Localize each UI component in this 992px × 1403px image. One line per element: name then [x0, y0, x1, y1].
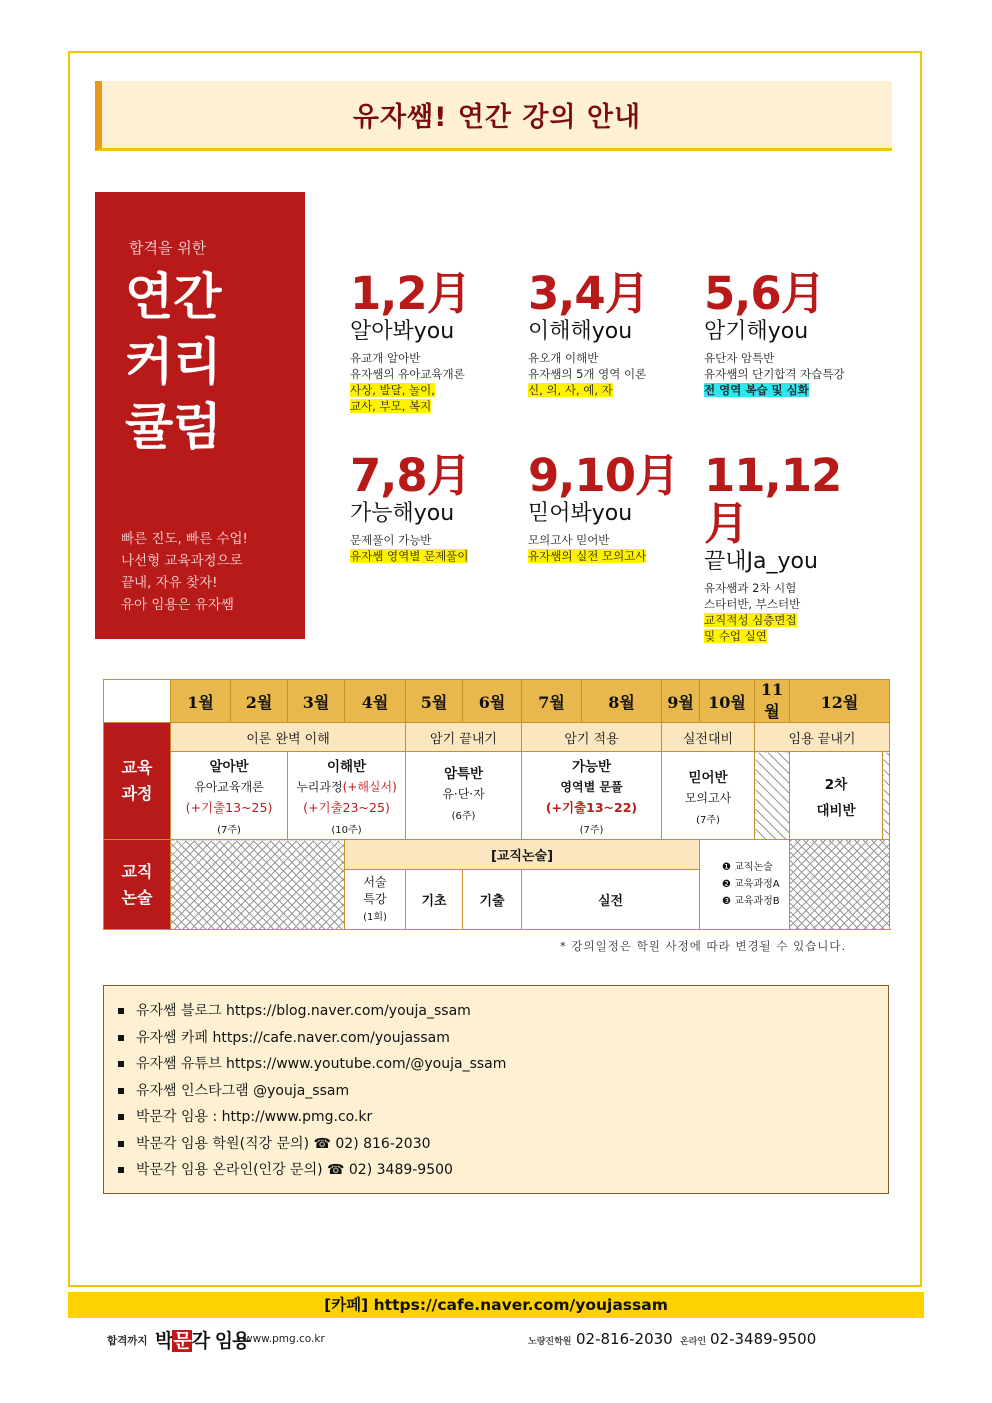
link-item[interactable]	[118, 1078, 888, 1105]
schedule-note: * 강의일정은 학원 사정에 따라 변경될 수 있습니다.	[560, 939, 847, 953]
course-weeks: (7주)	[579, 825, 604, 836]
course-name: 유자쌤과 2차 시험	[704, 581, 797, 595]
row-label-course	[104, 723, 171, 840]
corner-cell	[104, 680, 171, 723]
phone2: 02-3489-9500	[710, 1330, 817, 1348]
link-text[interactable]: 유자쌤 카페 https://cafe.naver.com/youjassam	[136, 1029, 450, 1046]
page-title: 유자쌤! 연간 강의 안내	[352, 102, 642, 133]
link-item	[118, 1157, 888, 1184]
link-text[interactable]: 유자쌤 인스타그램 @youja_ssam	[136, 1082, 350, 1099]
bullet-icon	[118, 1114, 124, 1120]
essay-special-text: 특강	[363, 891, 387, 906]
bullet-icon	[118, 1141, 124, 1147]
course-subject: 유·단·자	[442, 787, 485, 801]
link-text[interactable]: 박문각 임용 : http://www.pmg.co.kr	[136, 1109, 373, 1125]
row-label-text: 논술	[121, 887, 153, 907]
course-desc: 스타터반, 부스터반	[704, 597, 801, 611]
course-highlight: 사상, 발달, 놀이,	[350, 383, 435, 397]
logo-text: 각 임용	[191, 1330, 250, 1352]
link-item	[118, 1131, 888, 1158]
course-weeks: (10주)	[331, 825, 362, 836]
essay-basic-cell: 기초	[406, 870, 463, 930]
panel-slogan	[121, 528, 248, 616]
row-label-text: 과정	[121, 784, 153, 803]
month-label: 11,12月	[704, 449, 842, 550]
month-header: 3월	[288, 680, 345, 723]
phase-memorize: 암기 끝내기	[406, 723, 522, 752]
footer	[0, 1320, 992, 1360]
hatched-cell	[171, 840, 345, 930]
link-item[interactable]	[118, 998, 888, 1025]
course-subject: 대비반	[816, 802, 856, 819]
course-highlight: 교사, 부모, 복지	[350, 399, 432, 413]
month-card-11-12	[704, 449, 874, 644]
month-card-9-10	[528, 449, 698, 564]
bullet-icon	[118, 1167, 124, 1173]
month-header: 1월	[171, 680, 231, 723]
course-weeks: (7주)	[217, 825, 241, 836]
footer-tagline: 합격까지	[107, 1335, 148, 1347]
month-nickname: 이해해you	[528, 319, 633, 344]
phase-apply: 암기 적용	[522, 723, 662, 752]
essay-past-cell: 기출	[463, 870, 522, 930]
month-card-5-6	[704, 267, 874, 398]
month-nickname: 끝내Ja_you	[704, 549, 818, 574]
month-header: 8월	[582, 680, 662, 723]
phone2-label: 온라인	[680, 1337, 707, 1347]
bullet-icon	[118, 1008, 124, 1014]
course-subject: 모의고사	[684, 790, 732, 805]
slogan-line: 나선형 교육과정으로	[121, 553, 243, 569]
course-extra: (+기출13~25)	[185, 800, 273, 815]
month-label: 1,2月	[350, 267, 471, 320]
schedule-table	[103, 679, 890, 930]
course-cell-mideoban	[662, 752, 755, 840]
month-label: 5,6月	[704, 267, 825, 320]
essay-header: [교직논술]	[345, 840, 700, 870]
link-text: 박문각 임용 학원(직강 문의) ☎ 02) 816-2030	[136, 1135, 431, 1152]
course-name: 유오개 이해반	[528, 351, 599, 365]
pmg-logo	[155, 1326, 249, 1353]
month-label: 9,10月	[528, 449, 680, 502]
course-title: 알아반	[209, 759, 249, 775]
panel-pretitle: 합격을 위한	[129, 239, 207, 257]
month-nickname: 암기해you	[704, 319, 809, 344]
mock-item: ❸ 교육과정B	[722, 896, 780, 907]
month-header: 11월	[755, 680, 790, 723]
hatched-cell	[883, 752, 890, 840]
month-label: 7,8月	[350, 449, 471, 502]
course-extra: (+해실서)	[342, 780, 397, 794]
course-highlight: 신, 의, 사, 예, 자	[528, 383, 613, 397]
month-header: 12월	[790, 680, 890, 723]
link-text: 박문각 임용 온라인(인강 문의) ☎ 02) 3489-9500	[136, 1162, 453, 1178]
slogan-line: 끝내, 자유 찾자!	[121, 575, 218, 591]
course-cell-second-round	[790, 752, 883, 840]
logo-text: 박	[155, 1330, 173, 1352]
course-title: 가능반	[571, 759, 612, 775]
course-title: 암특반	[443, 766, 484, 782]
row-label-text: 교직	[121, 861, 153, 881]
course-extra: (+기출13~22)	[545, 800, 638, 815]
month-header: 10월	[700, 680, 755, 723]
cafe-banner[interactable]: [카페] https://cafe.naver.com/youjassam	[68, 1292, 924, 1318]
hatched-cell	[755, 752, 790, 840]
course-name: 유교개 알아반	[350, 351, 421, 365]
month-header: 9월	[662, 680, 700, 723]
hatched-cell	[790, 840, 890, 930]
month-label: 3,4月	[528, 267, 649, 320]
course-title: 믿어반	[688, 769, 728, 786]
course-highlight: 전 영역 복습 및 심화	[704, 383, 809, 397]
link-text[interactable]: 유자쌤 유튜브 https://www.youtube.com/@youja_ssam	[136, 1056, 507, 1072]
panel-heading-line: 연간	[125, 268, 222, 326]
mock-item: ❷ 교육과정A	[722, 879, 780, 890]
month-nickname: 믿어봐you	[528, 501, 633, 526]
course-highlight: 교직적성 심층면접	[704, 613, 797, 627]
course-name: 모의고사 믿어반	[528, 533, 610, 547]
link-item[interactable]	[118, 1025, 888, 1052]
month-card-7-8	[350, 449, 520, 564]
bullet-icon	[118, 1061, 124, 1067]
phone1-label: 노량진학원	[528, 1337, 572, 1347]
slogan-line: 유아 임용은 유자쌤	[121, 597, 234, 613]
row-label-essay	[104, 840, 171, 930]
bullet-icon	[118, 1035, 124, 1041]
month-header: 6월	[463, 680, 522, 723]
phone1: 02-816-2030	[576, 1330, 673, 1348]
links-box	[103, 985, 889, 1194]
course-name: 문제풀이 가능반	[350, 533, 432, 547]
month-header: 2월	[231, 680, 288, 723]
panel-heading	[125, 265, 222, 460]
course-highlight: 및 수업 실연	[704, 629, 767, 643]
course-weeks: (7주)	[696, 814, 720, 826]
essay-special-text: 서술	[363, 874, 387, 889]
row-label-text: 교육	[121, 758, 153, 777]
phase-final: 임용 끝내기	[755, 723, 890, 752]
course-desc: 유자쌤의 단기합격 자습특강	[704, 367, 845, 381]
phase-practice: 실전대비	[662, 723, 755, 752]
course-cell-amteukban	[406, 752, 522, 840]
course-cell-ganeungban	[522, 752, 662, 840]
month-header: 5월	[406, 680, 463, 723]
phase-theory: 이론 완벽 이해	[171, 723, 406, 752]
mock-item: ❶ 교직논술	[722, 862, 773, 873]
course-cell-ihaebhan	[288, 752, 406, 840]
course-extra: (+기출23~25)	[303, 800, 390, 815]
course-name: 유단자 암특반	[704, 351, 775, 365]
logo-text: 문	[173, 1330, 191, 1352]
bullet-icon	[118, 1088, 124, 1094]
course-weeks: (6주)	[451, 811, 476, 822]
month-card-1-2	[350, 267, 520, 414]
course-subject: 유아교육개론	[194, 780, 264, 794]
panel-heading-line: 큘럼	[125, 398, 222, 456]
course-desc: 유자쌤의 유아교육개론	[350, 367, 465, 381]
footer-url[interactable]: www.pmg.co.kr	[244, 1333, 325, 1345]
month-header: 7월	[522, 680, 582, 723]
month-nickname: 가능해you	[350, 501, 455, 526]
month-nickname: 알아봐you	[350, 319, 455, 344]
link-text[interactable]: 유자쌤 블로그 https://blog.naver.com/youja_ssam	[136, 1003, 471, 1019]
panel-heading-line: 커리	[125, 333, 222, 391]
month-header: 4월	[345, 680, 406, 723]
title-banner	[95, 81, 892, 151]
link-item[interactable]	[118, 1104, 888, 1131]
course-highlight: 유자쌤의 실전 모의고사	[528, 549, 647, 563]
course-highlight: 유자쌤 영역별 문제풀이	[350, 549, 469, 563]
slogan-line: 빠른 진도, 빠른 수업!	[121, 531, 248, 547]
essay-special-cell	[345, 870, 406, 930]
course-title: 이해반	[326, 759, 367, 775]
course-desc: 유자쌤의 5개 영역 이론	[528, 367, 647, 381]
essay-special-count: (1회)	[363, 911, 387, 923]
essay-real-cell: 실전	[522, 870, 700, 930]
mock-exam-list	[700, 840, 790, 930]
course-subject: 누리과정	[296, 780, 343, 794]
month-card-3-4	[528, 267, 698, 398]
curriculum-panel	[95, 192, 305, 639]
course-subject: 영역별 문풀	[560, 780, 623, 794]
link-item[interactable]	[118, 1051, 888, 1078]
course-title: 2차	[824, 776, 848, 793]
course-cell-alabhan	[171, 752, 288, 840]
